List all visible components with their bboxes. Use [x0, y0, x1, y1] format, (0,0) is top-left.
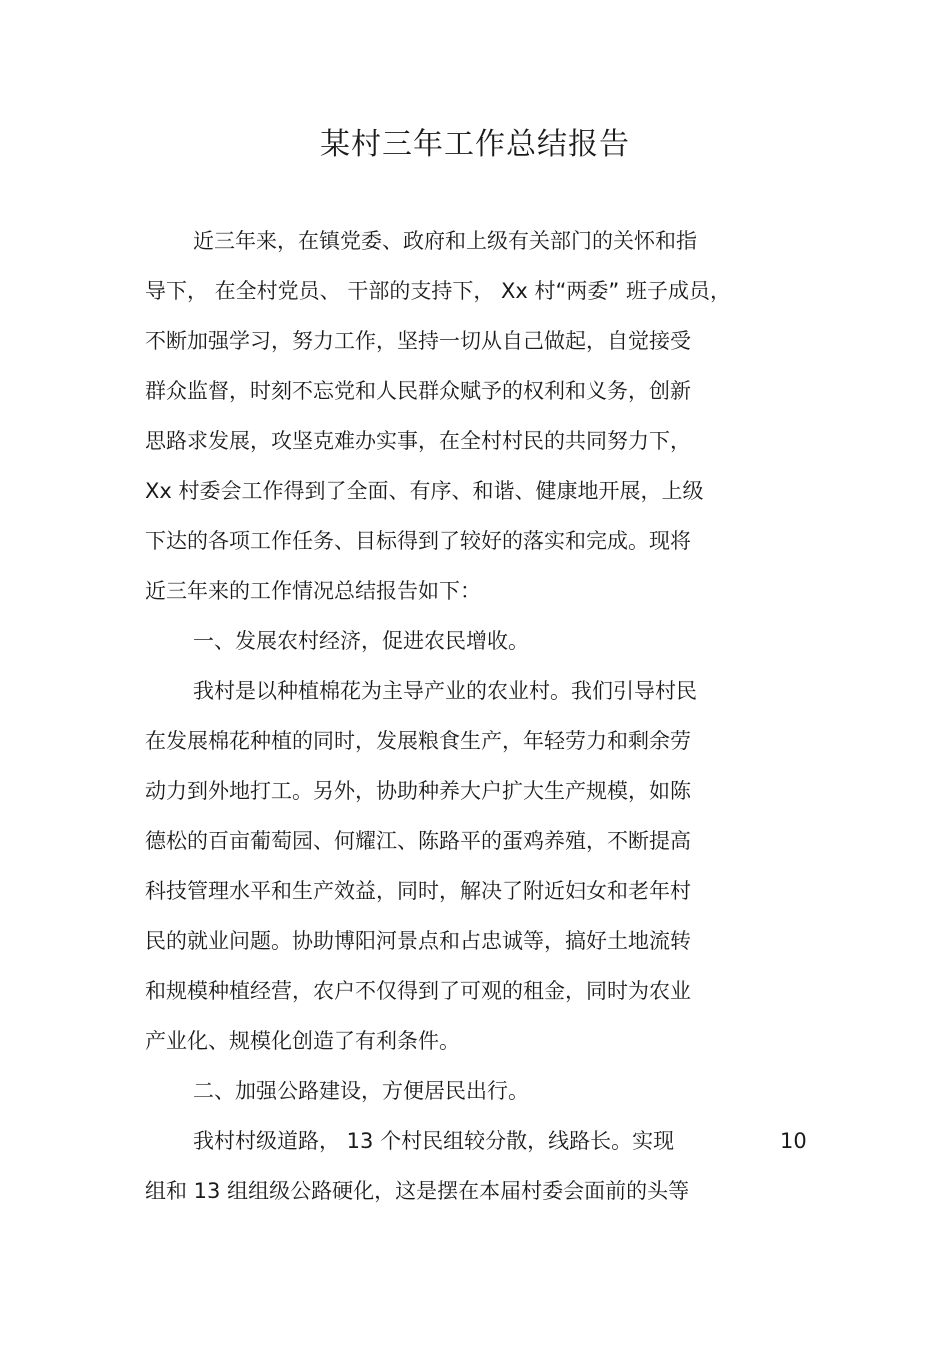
section-heading: 一、发展农村经济，促进农民增收。	[193, 629, 529, 653]
paragraph-line-tail: 10	[780, 1129, 807, 1153]
paragraph-line: 组和 13 组组级公路硬化，这是摆在本届村委会面前的头等	[145, 1179, 690, 1203]
paragraph-line: 我村村级道路， 13 个村民组较分散，线路长。实现	[193, 1129, 675, 1153]
paragraph-line: 群众监督，时刻不忘党和人民群众赋予的权利和义务，创新	[145, 379, 691, 403]
paragraph-line: 德松的百亩葡萄园、何耀江、陈路平的蛋鸡养殖，不断提高	[145, 829, 691, 853]
paragraph-line: 和规模种植经营，农户不仅得到了可观的租金，同时为农业	[145, 979, 691, 1003]
paragraph-line: 动力到外地打工。另外，协助种养大户扩大生产规模，如陈	[145, 779, 691, 803]
paragraph-line: 思路求发展，攻坚克难办实事，在全村村民的共同努力下，	[145, 429, 691, 453]
paragraph-line: 导下， 在全村党员、 干部的支持下， Xx 村“两委” 班子成员，	[145, 279, 731, 303]
paragraph-line: 近三年来，在镇党委、政府和上级有关部门的关怀和指	[193, 229, 697, 253]
paragraph-line: Xx 村委会工作得到了全面、有序、和谐、健康地开展，上级	[145, 479, 704, 503]
paragraph-line: 我村是以种植棉花为主导产业的农业村。我们引导村民	[193, 679, 697, 703]
document-title: 某村三年工作总结报告	[320, 127, 630, 162]
paragraph-line: 在发展棉花种植的同时，发展粮食生产，年轻劳力和剩余劳	[145, 729, 691, 753]
paragraph-line: 不断加强学习，努力工作，坚持一切从自己做起，自觉接受	[145, 329, 691, 353]
paragraph-line: 近三年来的工作情况总结报告如下：	[145, 579, 481, 603]
paragraph-line: 产业化、规模化创造了有利条件。	[145, 1029, 460, 1053]
paragraph-line: 科技管理水平和生产效益，同时，解决了附近妇女和老年村	[145, 879, 691, 903]
paragraph-line: 民的就业问题。协助博阳河景点和占忠诚等，搞好土地流转	[145, 929, 691, 953]
section-heading: 二、加强公路建设，方便居民出行。	[193, 1079, 529, 1103]
paragraph-line: 下达的各项工作任务、目标得到了较好的落实和完成。现将	[145, 529, 691, 553]
